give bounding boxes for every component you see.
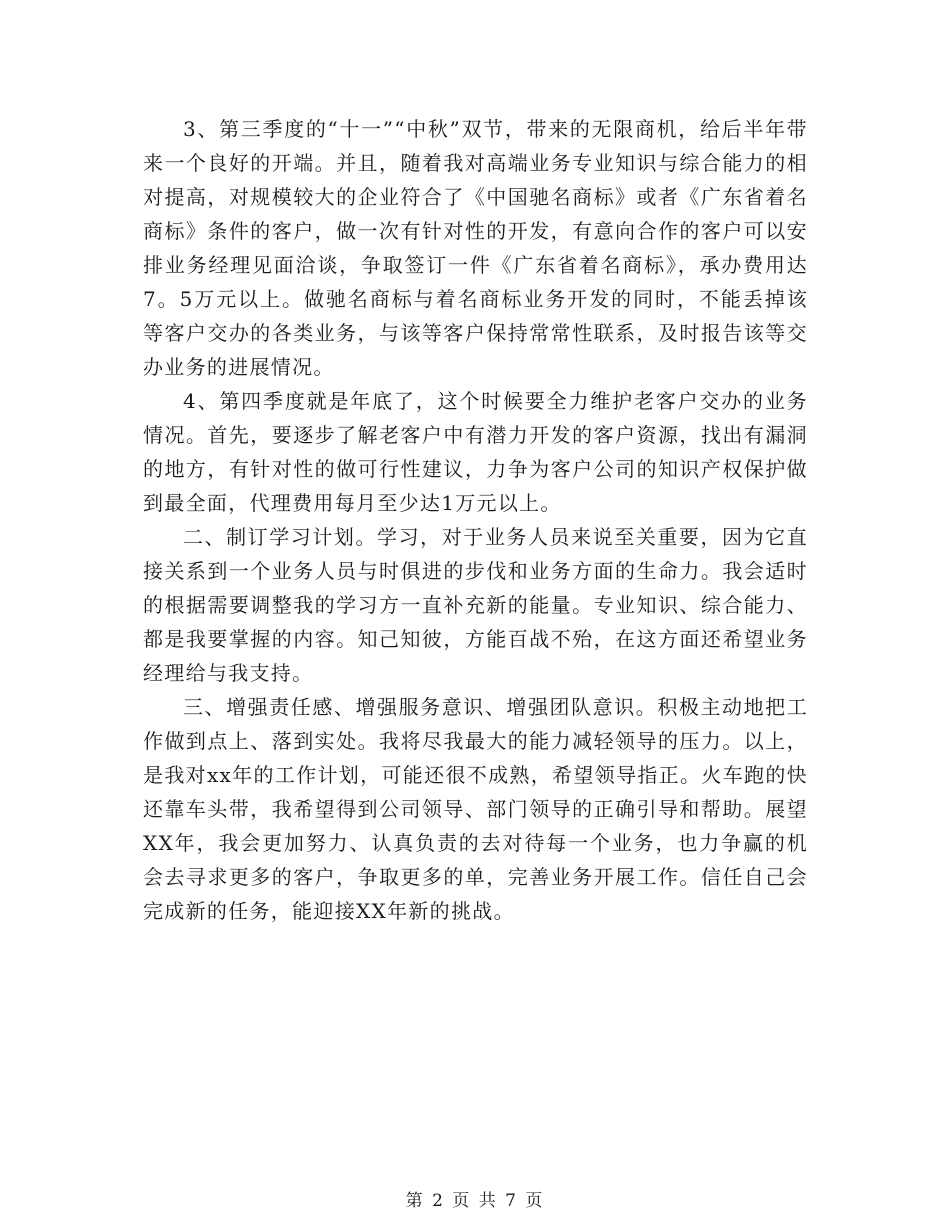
paragraph-q4-plan: 4、第四季度就是年底了，这个时候要全力维护老客户交办的业务情况。首先，要逐步了解老客户中有潜力开发的客户资源，找出有漏洞的地方，有针对性的做可行性建议，力争为客户公司的知识产权保护做到最全面，代理费用每月至少达1万元以上。 [143, 389, 808, 515]
paragraph-q3-plan: 3、第三季度的“十一”“中秋”双节，带来的无限商机，给后半年带来一个良好的开端。并且，随着我对高端业务专业知识与综合能力的相对提高，对规模较大的企业符合了《中国驰名商标》或者《广东省着名商标》条件的客户，做一次有针对性的开发，有意向合作的客户可以安排业务经理见面洽谈，争取签订一件《广东省着名商标》，承办费用达7。5万元以上。做驰名商标与着名商标业务开发的同时，不能丢掉该等客户交办的各类业务，与该等客户保持常常性联系，及时报告该等交办业务的进展情况。 [143, 117, 808, 379]
page-body [143, 112, 808, 928]
paragraph-study-plan: 二、制订学习计划。学习，对于业务人员来说至关重要，因为它直接关系到一个业务人员与时俱进的步伐和业务方面的生命力。我会适时的根据需要调整我的学习方一直补充新的能量。专业知识、综合能力、都是我要掌握的内容。知己知彼，方能百战不殆，在这方面还希望业务经理给与我支持。 [143, 525, 808, 685]
paragraph-responsibility: 三、增强责任感、增强服务意识、增强团队意识。积极主动地把工作做到点上、落到实处。我将尽我最大的能力减轻领导的压力。以上，是我对xx年的工作计划，可能还很不成熟，希望领导指正。火车跑的快还靠车头带，我希望得到公司领导、部门领导的正确引导和帮助。展望XX年，我会更加努力、认真负责的去对待每一个业务，也力争赢的机会去寻求更多的客户，争取更多的单，完善业务开展工作。信任自己会完成新的任务，能迎接XX年新的挑战。 [143, 695, 808, 923]
page-number-footer: 第 2 页 共 7 页 [405, 1191, 545, 1211]
